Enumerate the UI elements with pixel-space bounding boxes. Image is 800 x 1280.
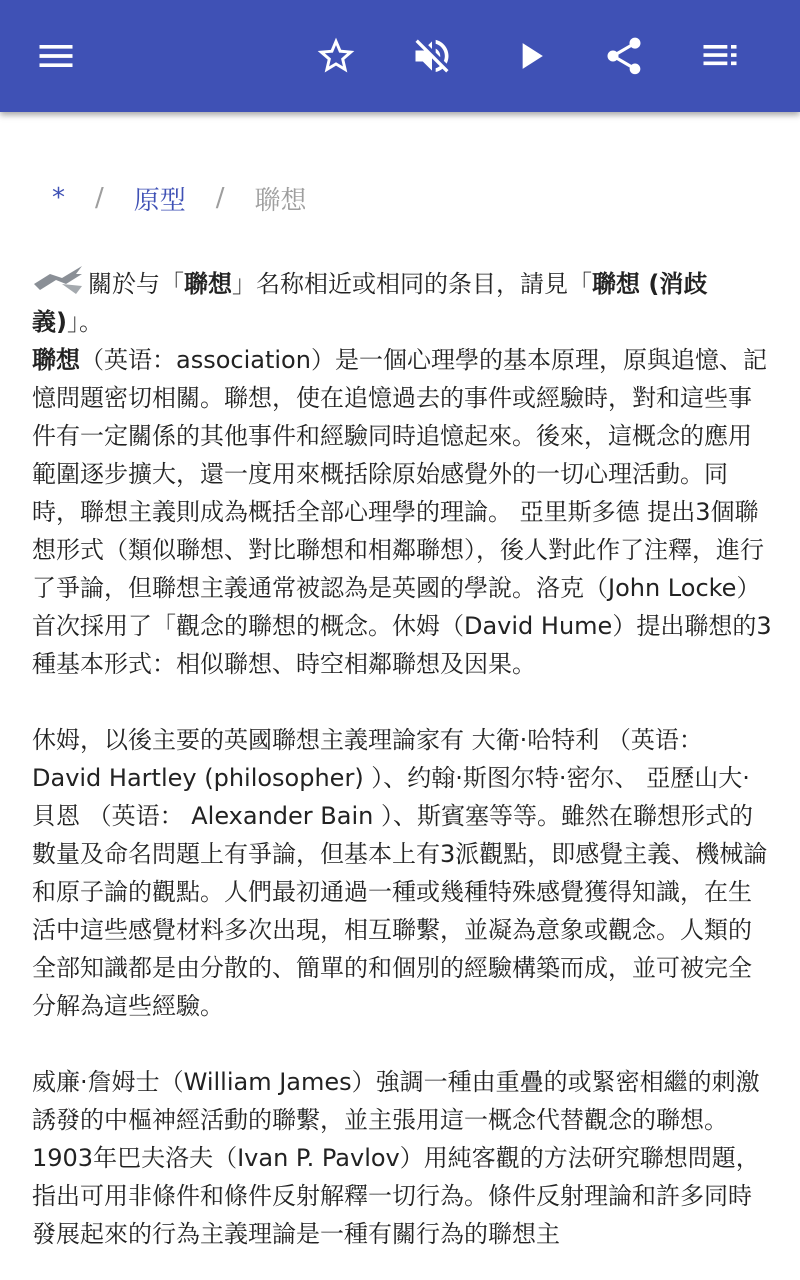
menu-icon [34,34,78,78]
favorite-button[interactable] [308,28,364,84]
breadcrumb [52,180,307,216]
breadcrumb-root-link[interactable]: * [52,183,65,213]
share-icon [602,34,646,78]
breadcrumb-parent-link[interactable]: 原型 [133,185,186,216]
hatnote-text-post: 」。 [66,308,103,336]
star-outline-icon [314,34,358,78]
article-content [32,262,772,1253]
playlist-button[interactable] [692,28,748,84]
share-button[interactable] [596,28,652,84]
paragraph-2: 休姆，以後主要的英國聯想主義理論家有 大衛·哈特利 （英语：David Hartley (philosopher) ）、约翰·斯图尔特·密尔、 亞歷山大·貝恩 （英语： Alexander Bain ）、斯賓塞等等。雖然在聯想形式的數量及命名問題上有爭論，但基本上有3派觀點，即感覺主義、機械論和原子論的觀點。人們最初通過一種或幾種特殊感覺獲得知識，在生活中這些感覺材料多次出現，相互聯繫，並凝為意象或觀念。人類的全部知識都是由分散的、簡單的和個別的經驗構築而成，並可被完全分解為這些經驗。 [32,726,768,1020]
breadcrumb-current: 聯想 [254,185,307,216]
breadcrumb-separator: / [215,183,225,213]
disambiguation-icon [32,262,84,298]
volume-off-icon [410,34,454,78]
hatnote-text-mid: 」名称相近或相同的条目，請見「 [232,270,592,298]
playlist-icon [698,34,742,78]
play-button[interactable] [502,28,558,84]
hatnote-text-pre: 關於与「 [88,270,184,298]
hatnote [32,262,772,341]
hatnote-term: 聯想 [184,270,232,298]
app-bar [0,0,800,112]
mute-button[interactable] [404,28,460,84]
play-icon [508,34,552,78]
breadcrumb-separator: / [95,183,104,213]
article-term: 聯想 [32,346,80,374]
paragraph-1-text: （英语：association）是一個心理學的基本原理，原與追憶、記憶問題密切相關。聯想，使在追憶過去的事件或經驗時，對和這些事件有一定關係的其他事件和經驗同時追憶起來。後來，這概念的應用範圍逐步擴大，還一度用來概括除原始感覺外的一切心理活動。同時，聯想主義則成為概括全部心理學的理論。 亞里斯多德 提出3個聯想形式（類似聯想、對比聯想和相鄰聯想），後人對此作了注釋，進行了爭論，但聯想主義通常被認為是英國的學說。洛克（John Locke）首次採用了「觀念的聯想的概念。休姆（David Hume）提出聯想的3種基本形式：相似聯想、時空相鄰聯想及因果。 [32,346,772,678]
paragraph-3: 威廉·詹姆士（William James）強調一種由重疊的或緊密相繼的刺激誘發的中樞神經活動的聯繫，並主張用這一概念代替觀念的聯想。1903年巴夫洛夫（Ivan P. Pavlov）用純客觀的方法研究聯想問題，指出可用非條件和條件反射解釋一切行為。條件反射理論和許多同時發展起來的行為主義理論是一種有關行為的聯想主 [32,1068,760,1248]
paragraph-1 [32,341,772,683]
disambiguation-link[interactable]: 聯想 (消歧義) [32,270,708,336]
menu-button[interactable] [28,28,84,84]
